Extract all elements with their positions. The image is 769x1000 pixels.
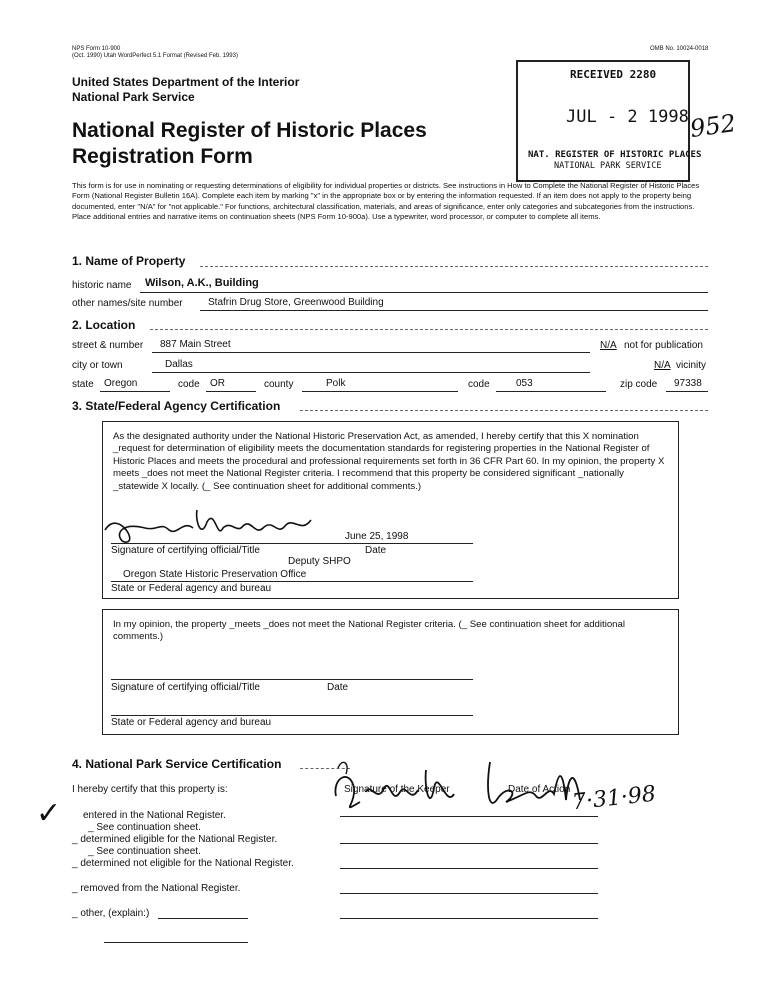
zip-line [666,391,708,392]
option-not-eligible-text: determined not eligible for the National Register. [80,858,294,869]
other-signature-line [340,918,598,919]
signature-line [111,543,473,544]
state-value: Oregon [104,378,138,389]
state-label: state [72,379,94,390]
form-title-line2: Registration Form [72,145,253,168]
other-explain-line [158,918,248,919]
option-not-eligible: _ determined not eligible for the National Register. [72,858,294,869]
zip-value: 97338 [674,378,702,389]
agency-office: Oregon State Historic Preservation Office [123,569,307,580]
option-other: _ other, (explain:) [72,908,150,919]
city-value: Dallas [165,359,193,370]
form-title-line1: National Register of Historic Places [72,119,427,142]
opinion-statement: In my opinion, the property _meets _does not meet the National Register criteria. (_ See continuation sheet for additional comments.) [113,619,625,643]
signature-line-2 [111,679,473,680]
state-code-label: code [178,379,200,390]
certification-statement: As the designated authority under the National Historic Preservation Act, as amended, I hereby certify that this X nomination _request for determination of eligibility meets the documentation standards for registering properties in the National Register of Historic Places and meets the procedural and professional requirements set forth in 36 CFR Part 60. In my opinion, the property X meets _does not meet the National Register criteria. I recommend that this property be considered significant _nationally _statewide X locally. (_ See continuation sheet for additional comments.) [113,431,665,492]
historic-name-value: Wilson, A.K., Building [145,277,259,289]
intro-instructions: This form is for use in nominating or requesting determinations of eligibility for individual properties or districts. See instructions in How to Complete the National Register of Historic Places Form (National Register Bulletin 16A). Complete each item by marking "x" in the appropriate box or by entering the information requested. If an item does not apply to the property being documented, enter "N/A" for "not applicable." For functions, architectural classification, materials, and areas of significance, enter only categories and subcategories from the instructions. Place additional entries and narrative items on continuation sheets (NPS Form 10-900a). Use a typewriter, word processor, or computer to complete all items. [72,181,700,222]
stamp-register-line2: NATIONAL PARK SERVICE [554,161,662,171]
signature-label: Signature of certifying official/Title [111,545,260,556]
stamp-register-line1: NAT. REGISTER OF HISTORIC PLACES [528,150,702,160]
historic-name-line [140,292,708,293]
city-line [152,372,590,373]
county-code-label: code [468,379,490,390]
date-label-2: Date [327,682,349,693]
eligible-signature-line [340,843,598,844]
vicinity-value: N/A [654,360,671,371]
state-certification-box [102,421,679,599]
section2-divider [150,329,708,330]
county-line [302,391,458,392]
received-stamp [516,60,702,182]
option-see-continuation-2-text: See continuation sheet. [96,846,201,857]
section3-heading: 3. State/Federal Agency Certification [72,399,281,413]
stamp-date: JUL - 2 1998 [566,107,689,127]
agency-label-2: State or Federal agency and bureau [111,717,272,728]
not-for-publication-value: N/A [600,340,617,351]
certify-statement: I hereby certify that this property is: [72,784,228,795]
agency-line [111,581,473,582]
state-code-line [206,391,256,392]
keeper-label: Signature of the Keeper [344,784,450,795]
zip-label: zip code [620,379,658,390]
county-label: county [264,379,294,390]
vicinity-label: vicinity [676,360,707,371]
other-names-value: Stafrin Drug Store, Greenwood Building [208,297,384,308]
street-label: street & number [72,340,144,351]
section2-heading: 2. Location [72,318,136,332]
option-removed-text: removed from the National Register. [80,883,241,894]
state-code-value: OR [210,378,225,389]
county-value: Polk [326,378,346,389]
date-label: Date [365,545,387,556]
option-eligible: _ determined eligible for the National Register. [72,834,278,845]
department-name: United States Department of the Interior [72,75,300,89]
opinion-box [102,609,679,735]
option-other-text: other, (explain:) [80,908,150,919]
street-value: 887 Main Street [160,339,231,350]
county-code-value: 053 [516,378,533,389]
street-line [152,352,590,353]
option-see-continuation-2: _ See continuation sheet. [88,846,201,857]
option-see-continuation-1-text: See continuation sheet. [96,822,201,833]
official-title: Deputy SHPO [288,556,351,567]
other-names-line [200,310,708,311]
agency-label: State or Federal agency and bureau [111,583,272,594]
other-names-label: other names/site number [72,298,183,309]
agency-line-2 [111,715,473,716]
option-eligible-text: determined eligible for the National Register. [80,834,278,845]
handwritten-check-icon: ✓ [36,796,62,831]
option-see-continuation-1: _ See continuation sheet. [88,822,201,833]
handwritten-reference: 952 [688,108,738,144]
service-name: National Park Service [72,90,195,104]
omb-number: OMB No. 10024-0018 [650,46,709,52]
form-number: NPS Form 10-900 [72,46,121,52]
option-removed: _ removed from the National Register. [72,883,241,894]
other-explain-line-2 [104,942,248,943]
certification-date: June 25, 1998 [345,531,409,542]
section3-divider [300,410,708,411]
handwritten-action-date: 7·31·98 [570,781,658,816]
not-for-publication-label: not for publication [624,340,703,351]
section1-heading: 1. Name of Property [72,254,186,268]
stamp-received: RECEIVED 2280 [570,68,657,81]
removed-signature-line [340,893,598,894]
signature-label-2: Signature of certifying official/Title [111,682,260,693]
city-label: city or town [72,360,123,371]
section4-heading: 4. National Park Service Certification [72,757,282,771]
date-of-action-label: Date of Action [508,784,571,795]
county-code-line [496,391,606,392]
not-eligible-signature-line [340,868,598,869]
state-line [100,391,170,392]
keeper-signature-line [340,816,598,817]
form-revision: (Oct. 1990) Utah WordPerfect 5.1 Format (Revised Feb. 1993) [72,53,238,59]
historic-name-label: historic name [72,280,132,291]
section1-divider [200,266,708,267]
option-entered: entered in the National Register. [83,810,226,821]
